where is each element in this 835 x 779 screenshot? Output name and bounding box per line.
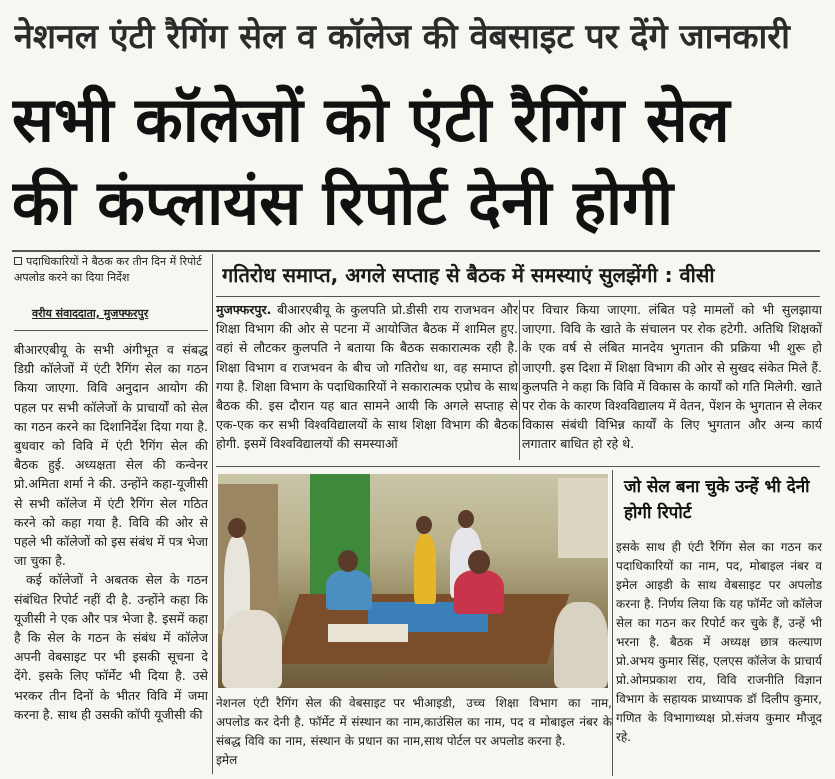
photo-papers — [328, 624, 408, 642]
byline-divider — [14, 330, 208, 331]
meeting-photo — [218, 474, 608, 688]
main-headline-line-2: की कंप्लायंस रिपोर्ट देनी होगी — [12, 166, 674, 239]
photo-person-foreground — [222, 610, 282, 688]
bottom-mid-column: नेशनल एंटी रैगिंग सेल की वेबसाइट पर भी अपलोड कर देनी है. फॉर्मेट में संस्थान का नाम, संबद्ध विवि का नाम, संस्थान के प्रधान का नाम, इमेल — [216, 696, 424, 767]
bottom-mid2-column: आइडी, उच्च शिक्षा विभाग का नाम, काउंसिल का नाम, पद व मोबाइल नंबर के साथ पोर्टल पर अपलोड करना है. — [424, 696, 612, 748]
photo-person-head — [338, 550, 358, 572]
photo-person-right — [554, 602, 608, 688]
photo-person-head — [458, 510, 474, 528]
column-divider-side — [612, 470, 613, 776]
left-paragraph-1: बीआरएबीयू के सभी अंगीभूत व संबद्ध डिग्री कॉलेजों में एंटी रैगिंग सेल का गठन किया जाएगा. विवि अनुदान आयोग की पहल पर सभी कॉलेजों के प्राचार्यों को सेल का गठन करने का दिशानिर्देश दिया गया है. बुधवार को विवि में एंटी रैगिंग सेल की बैठक हुई. अध्यक्षता सेल की कन्वेनर प्रो.अमिता शर्मा ने की. उन्होंने कहा-यूजीसी से सभी कॉलेज में एंटी रैगिंग सेल गठित करने को कहा गया है. विवि की ओर से पहले भी कॉलेजों को इस संबंध में पत्र भेजा जा चुका है. — [14, 342, 208, 569]
dateline: मुजफ्फरपुर. — [216, 302, 272, 317]
photo-person-head — [228, 518, 246, 538]
byline: वरीय संवाददाता, मुजफ्फरपुर — [32, 307, 149, 320]
photo-wall-chart — [558, 478, 608, 558]
kicker-headline: नेशनल एंटी रैगिंग सेल व कॉलेज की वेबसाइट पर देंगे जानकारी — [14, 17, 790, 57]
left-column-body — [14, 340, 208, 776]
photo-person-chair — [454, 570, 504, 614]
side-story-body: इसके साथ ही एंटी रैगिंग सेल का गठन कर पदाधिकारियों का नाम, पद, मोबाइल नंबर व इमेल आइडी के साथ वेबसाइट पर अपलोड करना है. निर्णय लिया कि यह फॉर्मेट जो कॉलेज सेल का गठन कर रिपोर्ट कर चुके हैं, उन्हें भी भरना है. बैठक में अध्यक्ष छात्र कल्याण प्रो.अभय कुमार सिंह, एलएस कॉलेज के प्राचार्य प्रो.ओमप्रकाश राय, विवि राजनीति विज्ञान विभाग के सहायक प्राध्यापक डॉ दिलीप कुमार, गणित के विभागाध्यक्ष प्रो.संजय कुमार मौजूद रहे. — [616, 540, 822, 744]
bullet-square-icon — [14, 257, 22, 265]
bullet-summary — [14, 254, 210, 302]
column-divider-left — [212, 254, 213, 774]
bullet-text: पदाधिकारियों ने बैठक कर तीन दिन में रिपोर्ट अपलोड करने का दिया निर्देश — [14, 255, 202, 284]
headline-divider — [12, 250, 820, 252]
photo-person-head — [416, 516, 432, 534]
right-column-body: पर विचार किया जाएगा. लंबित पड़े मामलों को भी सुलझाया जाएगा. विवि के खाते के संचालन पर रोक हटेगी. अतिथि शिक्षकों के एक वर्ष से लंबित मानदेय भुगतान की प्रक्रिया भी शुरू हो जाएगी. इस दिशा में शिक्षा विभाग की ओर से सुखद संकेत मिले हैं. कुलपति ने कहा कि विवि में विकास के कार्यों को गति मिलेगी. खाते पर रोक के कारण विश्वविद्यालय में वेतन, पेंशन के भुगतान से लेकर विकास संबंधी विभिन्न कार्यों के लिए भुगतान और अन्य कार्य लगातार बाधित हो रहे थे. — [522, 302, 822, 452]
side-story-headline: जो सेल बना चुके उन्हें भी देनी होगी रिपोर्ट — [624, 477, 810, 523]
left-paragraph-2: कई कॉलेजों ने अबतक सेल के गठन संबंधित रिपोर्ट नहीं दी है. उन्होंने कहा कि यूजीसी ने एक और पत्र भेजा है. इसमें कहा है कि सेल के गठन के संबंध में कॉलेज अपनी वेबसाइट पर भी इसकी सूचना दे देंगे. इसके लिए फॉर्मेट भी दिया है. उसे भरकर तीन दिनों के भीतर विवि में जमा करना है. साथ ही उसकी कॉपी यूजीसी की — [14, 572, 208, 722]
photo-person-head — [468, 550, 490, 574]
subhead-underline — [216, 296, 820, 297]
mid-column-text: बीआरएबीयू के कुलपति प्रो.डीसी राय राजभवन और शिक्षा विभाग की ओर से पटना में आयोजित बैठक में शामिल हुए. वहां से लौटकर कुलपति ने बताया कि बैठक सकारात्मक रही है. शिक्षा विभाग व राजभवन के बीच जो गतिरोध था, वह समाप्त हो गया है. शिक्षा विभाग के पदाधिकारियों ने सकारात्मक एप्रोच के साथ बैठक की. इस दौरान यह बात सामने आयी कि अगले सप्ताह से एक-एक कर सभी विश्वविद्यालयों के साथ शिक्षा विभाग की बैठक होगी. इसमें विश्वविद्यालयों की समस्याओं — [216, 302, 518, 452]
photo-top-rule — [216, 466, 820, 467]
photo-person-yellow — [414, 534, 436, 604]
photo-person-seated-1 — [326, 570, 372, 610]
main-headline-line-1: सभी कॉलेजों को एंटी रैगिंग सेल — [12, 83, 730, 156]
subheadline: गतिरोध समाप्त, अगले सप्ताह से बैठक में समस्याएं सुलझेंगी : वीसी — [222, 263, 715, 287]
mid-column-body — [216, 300, 518, 460]
column-divider-mid — [519, 300, 520, 460]
